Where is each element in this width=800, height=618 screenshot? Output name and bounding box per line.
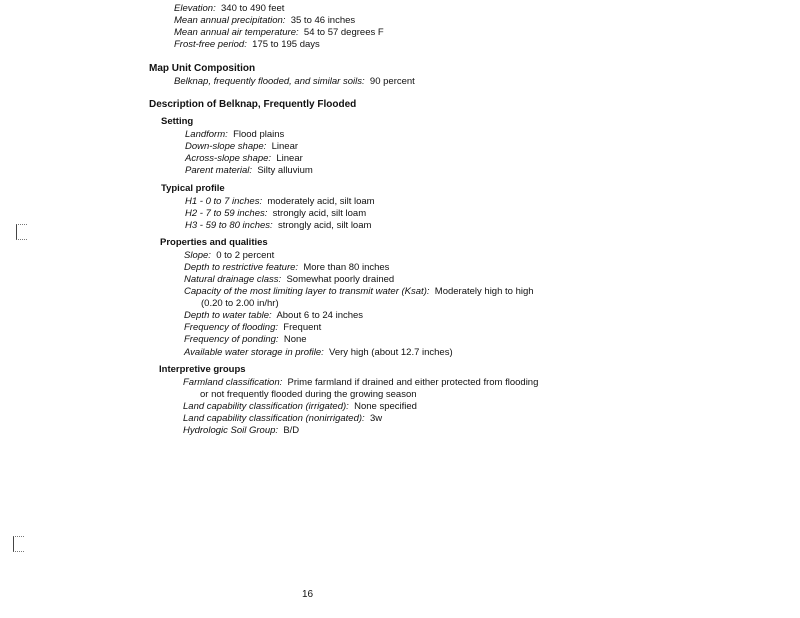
page-number: 16 [302, 589, 314, 600]
water-storage-value: Very high (about 12.7 inches) [329, 347, 453, 358]
parent-material-label: Parent material: [185, 165, 253, 176]
drainage-label: Natural drainage class: [184, 274, 282, 285]
composition-line [174, 76, 415, 88]
frost-free-line [174, 39, 320, 51]
elevation-label: Elevation: [174, 3, 216, 14]
horizon-h3-value: strongly acid, silt loam [277, 220, 372, 231]
air-temperature-line [174, 27, 384, 39]
drainage-line [184, 274, 394, 286]
precipitation-line [174, 15, 355, 27]
farmland-continuation: or not frequently flooded during the growing season [200, 389, 417, 400]
down-slope-label: Down-slope shape: [185, 141, 267, 152]
ponding-line [184, 334, 307, 346]
air-temperature-label: Mean annual air temperature: [174, 27, 299, 38]
flooding-line [184, 322, 321, 334]
precipitation-label: Mean annual precipitation: [174, 15, 286, 26]
parent-material-line [185, 165, 313, 177]
ponding-label: Frequency of ponding: [184, 334, 279, 345]
capability-nonirrigated-label: Land capability classification (nonirrigated): [183, 413, 365, 424]
flooding-value: Frequent [283, 322, 322, 333]
hydrologic-group-line [183, 425, 299, 437]
properties-heading: Properties and qualities [160, 237, 268, 248]
composition-label: Belknap, frequently flooded, and similar soils: [174, 76, 365, 87]
horizon-h1-value: moderately acid, silt loam [267, 196, 375, 207]
slope-line [184, 250, 274, 262]
frost-free-value: 175 to 195 days [252, 39, 320, 50]
scan-artifact-mark [13, 536, 24, 552]
capability-nonirrigated-value: 3w [369, 413, 383, 424]
elevation-value: 340 to 490 feet [221, 3, 285, 14]
horizon-h3-line [185, 220, 371, 232]
horizon-h1-line [185, 196, 375, 208]
restrictive-depth-label: Depth to restrictive feature: [184, 262, 299, 273]
slope-value: 0 to 2 percent [216, 250, 275, 261]
elevation-line [174, 3, 284, 15]
water-table-label: Depth to water table: [184, 310, 272, 321]
capability-nonirrigated-line [183, 413, 382, 425]
ksat-value: Moderately high to high [434, 286, 534, 297]
water-table-line [184, 310, 363, 322]
down-slope-line [185, 141, 298, 153]
ksat-continuation: (0.20 to 2.00 in/hr) [201, 298, 279, 309]
scan-artifact-mark [16, 224, 27, 240]
water-storage-label: Available water storage in profile: [184, 347, 324, 358]
restrictive-depth-line [184, 262, 389, 274]
parent-material-value: Silty alluvium [257, 165, 313, 176]
water-table-value: About 6 to 24 inches [276, 310, 364, 321]
restrictive-depth-value: More than 80 inches [303, 262, 390, 273]
water-storage-line [184, 347, 453, 359]
ponding-value: None [283, 334, 307, 345]
drainage-value: Somewhat poorly drained [286, 274, 395, 285]
flooding-label: Frequency of flooding: [184, 322, 279, 333]
frost-free-label: Frost-free period: [174, 39, 247, 50]
landform-label: Landform: [185, 129, 228, 140]
across-slope-line [185, 153, 303, 165]
air-temperature-value: 54 to 57 degrees F [303, 27, 384, 38]
ksat-line [184, 286, 534, 298]
landform-value: Flood plains [233, 129, 285, 140]
horizon-h2-value: strongly acid, silt loam [272, 208, 367, 219]
hydrologic-group-label: Hydrologic Soil Group: [183, 425, 279, 436]
description-heading: Description of Belknap, Frequently Flooded [149, 99, 357, 110]
farmland-label: Farmland classification: [183, 377, 283, 388]
horizon-h1-label: H1 - 0 to 7 inches: [185, 196, 263, 207]
farmland-line [183, 377, 538, 389]
composition-heading: Map Unit Composition [149, 63, 256, 74]
farmland-value: Prime farmland if drained and either protected from flooding [287, 377, 539, 388]
profile-heading: Typical profile [161, 183, 225, 194]
capability-irrigated-line [183, 401, 417, 413]
capability-irrigated-value: None specified [354, 401, 417, 412]
across-slope-value: Linear [276, 153, 303, 164]
ksat-label: Capacity of the most limiting layer to transmit water (Ksat): [184, 286, 430, 297]
composition-value: 90 percent [369, 76, 415, 87]
capability-irrigated-label: Land capability classification (irrigated): [183, 401, 349, 412]
hydrologic-group-value: B/D [283, 425, 300, 436]
landform-line [185, 129, 284, 141]
interpretive-heading: Interpretive groups [159, 364, 246, 375]
horizon-h3-label: H3 - 59 to 80 inches: [185, 220, 273, 231]
down-slope-value: Linear [271, 141, 299, 152]
slope-label: Slope: [184, 250, 211, 261]
horizon-h2-label: H2 - 7 to 59 inches: [185, 208, 268, 219]
precipitation-value: 35 to 46 inches [290, 15, 356, 26]
horizon-h2-line [185, 208, 366, 220]
setting-heading: Setting [161, 116, 194, 127]
across-slope-label: Across-slope shape: [185, 153, 272, 164]
